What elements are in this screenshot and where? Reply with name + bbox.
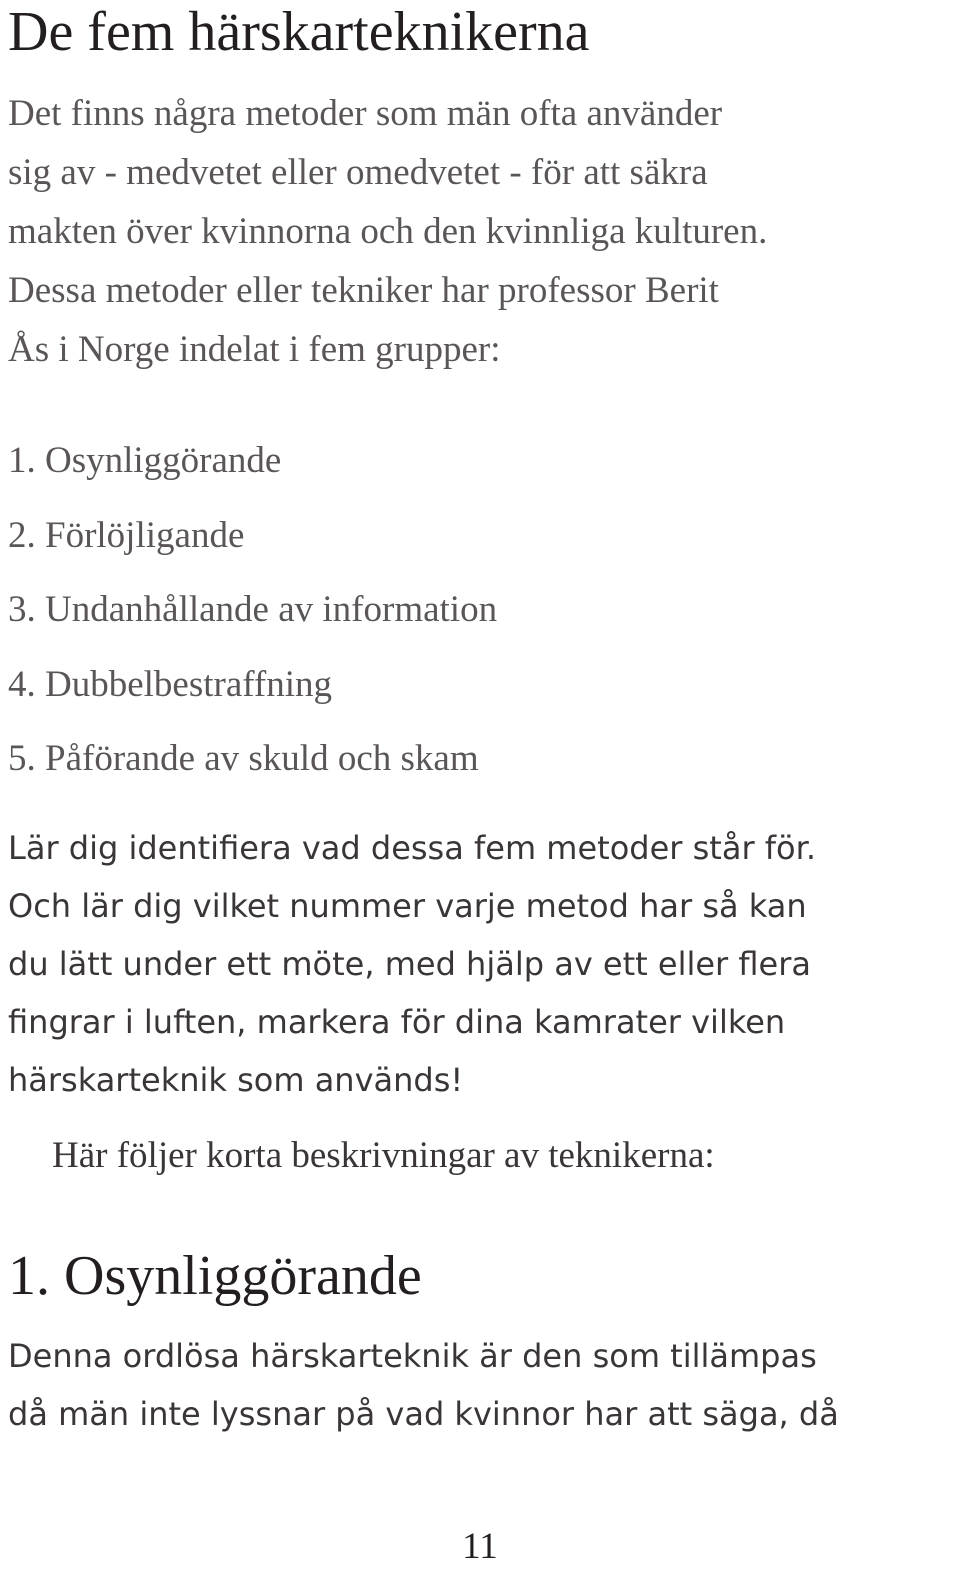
intro-paragraph — [8, 84, 953, 379]
method-item: 2. Förlöjligande — [8, 514, 245, 556]
method-item: 1. Osynliggörande — [8, 440, 282, 481]
instructions-line: du lätt under ett möte, med hjälp av ett eller flera — [8, 945, 811, 983]
intro-line: Dessa metoder eller tekniker har professor Berit — [8, 270, 719, 311]
instructions-line: Lär dig identifiera vad dessa fem metoder står för. — [8, 829, 816, 867]
intro-line: Det finns några metoder som män ofta använder — [8, 93, 723, 134]
section-body-line: Denna ordlösa härskarteknik är den som tillämpas — [8, 1337, 817, 1375]
section-body-line: då män inte lyssnar på vad kvinnor har att säga, då — [8, 1395, 839, 1433]
intro-line: sig av - medvetet eller omedvetet - för att säkra — [8, 152, 708, 193]
intro-line: Ås i Norge indelat i fem grupper: — [8, 329, 501, 370]
lead-out-line: Här följer korta beskrivningar av teknikerna: — [52, 1135, 715, 1176]
instructions-line: Och lär dig vilket nummer varje metod har så kan — [8, 887, 807, 925]
page-number: 11 — [462, 1526, 498, 1567]
methods-list — [8, 424, 497, 797]
method-item: 5. Påförande av skuld och skam — [8, 738, 479, 779]
method-item: 3. Undanhållande av information — [8, 589, 498, 630]
section-heading: 1. Osynliggörande — [8, 1245, 422, 1307]
instructions-line: fingrar i luften, markera för dina kamrater vilken — [8, 1003, 786, 1041]
section-body — [8, 1327, 839, 1443]
instructions-line: härskarteknik som används! — [8, 1061, 464, 1099]
instructions-paragraph — [8, 819, 816, 1109]
page-title: De fem härskarteknikerna — [8, 1, 590, 63]
method-item: 4. Dubbelbestraffning — [8, 663, 333, 705]
intro-line: makten över kvinnorna och den kvinnliga kulturen. — [8, 211, 768, 252]
